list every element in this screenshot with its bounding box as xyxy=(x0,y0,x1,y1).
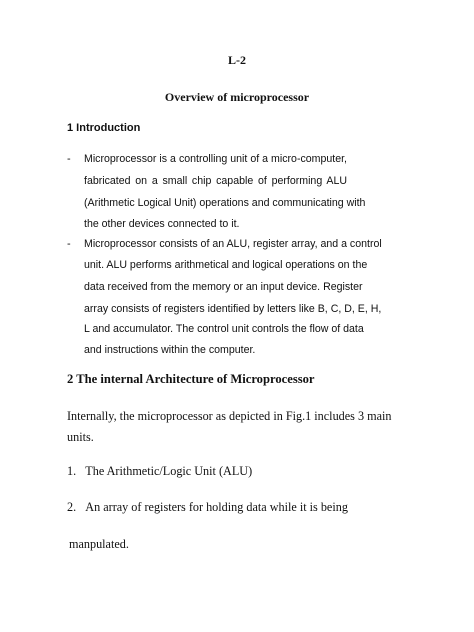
bullet-2-line-1: Microprocessor consists of an ALU, register array, and a control xyxy=(84,238,382,250)
bullet-2-line-2: unit. ALU performs arithmetical and logical operations on the xyxy=(84,259,368,271)
bullet-2-line-4: array consists of registers identified by letters like B, C, D, E, H, xyxy=(84,303,382,315)
bullet-2-line-6: and instructions within the computer. xyxy=(84,344,256,356)
bullet-2-line-5: L and accumulator. The control unit controls the flow of data xyxy=(84,323,364,335)
document-title: Overview of microprocessor xyxy=(164,90,310,104)
list-item-continuation: manpulated. xyxy=(69,537,129,551)
bullet-1-line-1: Microprocessor is a controlling unit of a micro-computer, xyxy=(84,153,347,165)
bullet-marker: - xyxy=(67,238,71,250)
intro-line-1: Internally, the microprocessor as depicted in Fig.1 includes 3 main xyxy=(67,409,392,423)
bullet-1-line-2: fabricated on a small chip capable of performing ALU xyxy=(84,175,347,187)
section-heading-architecture: 2 The internal Architecture of Microprocessor xyxy=(67,372,315,386)
intro-line-2: units. xyxy=(67,430,94,444)
list-item-registers: 2. An array of registers for holding data while it is being xyxy=(67,500,348,514)
lecture-number: L-2 xyxy=(228,53,246,67)
bullet-1-line-3: (Arithmetic Logical Unit) operations and communicating with xyxy=(84,197,366,209)
bullet-marker: - xyxy=(67,153,71,165)
list-item-alu: 1. The Arithmetic/Logic Unit (ALU) xyxy=(67,464,253,478)
bullet-2-line-3: data received from the memory or an input device. Register xyxy=(84,281,363,293)
section-heading-introduction: 1 Introduction xyxy=(67,122,141,134)
bullet-1-line-4: the other devices connected to it. xyxy=(84,218,240,230)
